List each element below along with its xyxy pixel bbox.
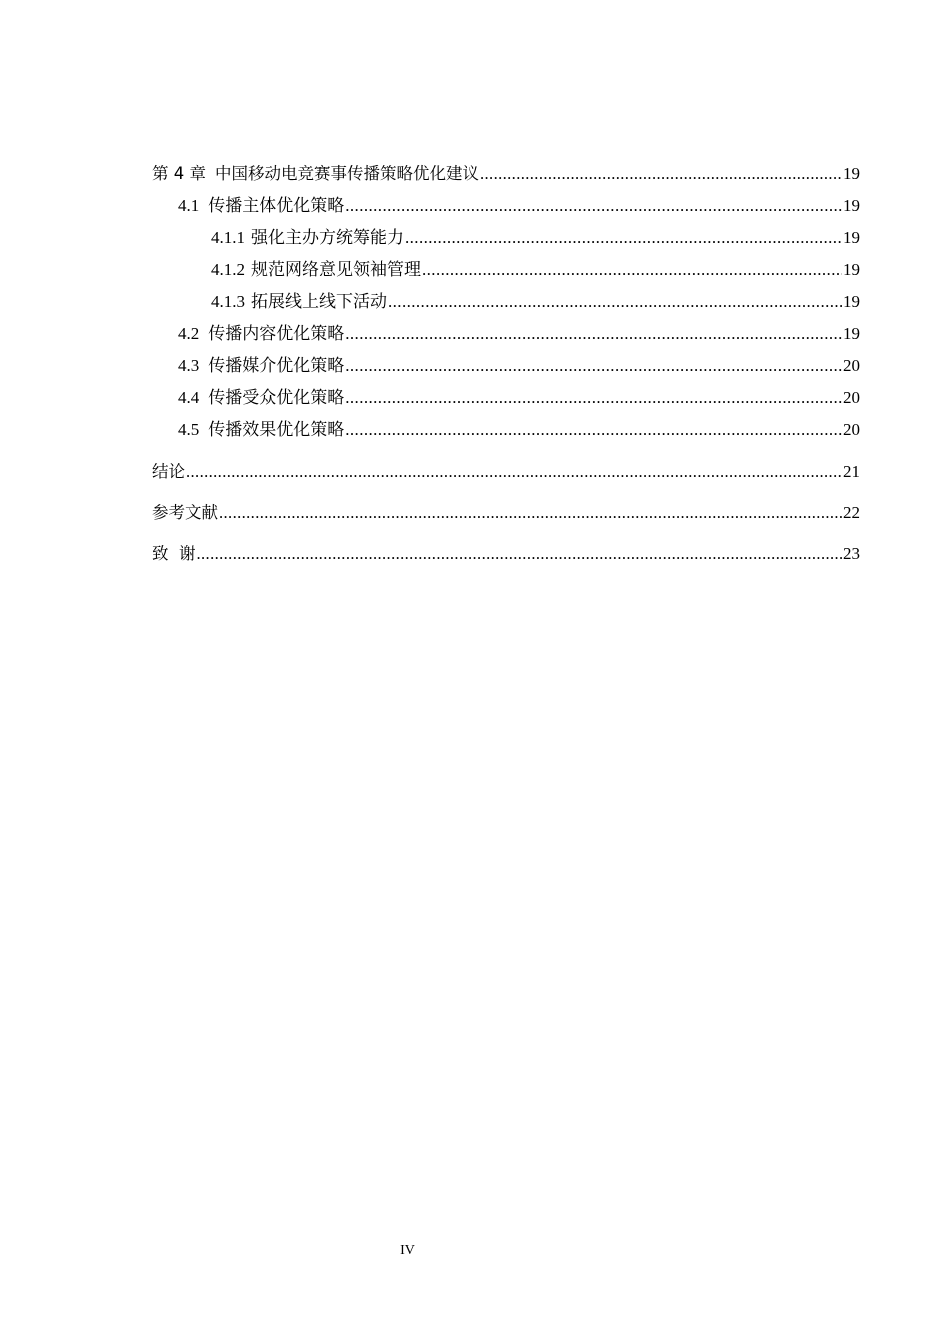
toc-entry-section-4-4[interactable] — [152, 384, 860, 416]
footer-page-number: IV — [400, 1243, 415, 1258]
toc-entry-label — [178, 416, 344, 444]
toc-page-number: 20 — [843, 388, 860, 407]
toc-dot-leader — [345, 384, 842, 412]
toc-entry-label — [178, 320, 344, 348]
table-of-contents — [152, 160, 860, 571]
toc-page-number: 21 — [843, 462, 860, 481]
toc-entry-number: 4.1.2 — [211, 260, 245, 279]
toc-dot-leader — [197, 540, 843, 568]
toc-page-number: 19 — [843, 196, 860, 215]
toc-entry-title: 传播主体优化策略 — [208, 196, 345, 215]
toc-entry-number: 4.3 — [178, 356, 200, 375]
toc-entry-number: 4.4 — [178, 388, 200, 407]
toc-entry-title: 传播效果优化策略 — [208, 420, 345, 439]
toc-entry-label — [178, 352, 344, 380]
toc-dot-leader — [345, 352, 842, 380]
toc-entry-number: 第 4 章 — [152, 164, 206, 183]
toc-entry-conclusion[interactable] — [152, 458, 860, 489]
toc-entry-section-4-1[interactable] — [152, 192, 860, 224]
toc-entry-title: 中国移动电竞赛事传播策略优化建议 — [215, 164, 479, 183]
toc-entry-label — [178, 384, 344, 412]
toc-dot-leader — [422, 256, 842, 284]
toc-entry-number: 4.5 — [178, 420, 200, 439]
toc-entry-title: 规范网络意见领袖管理 — [251, 260, 421, 279]
toc-page-number: 19 — [843, 324, 860, 343]
toc-entry-label — [178, 192, 344, 220]
toc-entry-label — [211, 288, 387, 316]
toc-entry-label — [211, 224, 404, 252]
toc-dot-leader — [345, 320, 842, 348]
toc-entry-title: 致 谢 — [152, 544, 196, 563]
toc-entry-section-4-2[interactable] — [152, 320, 860, 352]
toc-entry-title: 结论 — [152, 462, 185, 481]
toc-entry-references[interactable] — [152, 499, 860, 530]
toc-page-number: 22 — [843, 503, 860, 522]
toc-entry-number: 4.1.1 — [211, 228, 245, 247]
toc-entry-number: 4.2 — [178, 324, 200, 343]
toc-entry-section-4-3[interactable] — [152, 352, 860, 384]
toc-page-number: 23 — [843, 544, 860, 563]
toc-page-number: 19 — [843, 260, 860, 279]
toc-page-number: 19 — [843, 164, 860, 183]
toc-entry-acknowledgements[interactable] — [152, 540, 860, 571]
toc-dot-leader — [345, 192, 842, 220]
toc-entry-number: 4.1.3 — [211, 292, 245, 311]
toc-dot-leader — [219, 499, 842, 527]
toc-entry-label — [152, 160, 479, 188]
toc-entry-number: 4.1 — [178, 196, 200, 215]
toc-page-number: 19 — [843, 292, 860, 311]
toc-dot-leader — [405, 224, 842, 252]
toc-entry-title: 传播媒介优化策略 — [208, 356, 345, 375]
toc-entry-title: 强化主办方统筹能力 — [251, 228, 404, 247]
toc-page-number: 19 — [843, 228, 860, 247]
toc-entry-title: 传播受众优化策略 — [208, 388, 345, 407]
toc-entry-label — [211, 256, 421, 284]
toc-entry-section-4-5[interactable] — [152, 416, 860, 448]
toc-entry-section-4-1-1[interactable] — [152, 224, 860, 256]
toc-dot-leader — [480, 160, 842, 188]
toc-page-number: 20 — [843, 356, 860, 375]
toc-entry-title: 参考文献 — [152, 503, 218, 522]
toc-page-number: 20 — [843, 420, 860, 439]
toc-dot-leader — [345, 416, 842, 444]
toc-entry-title: 传播内容优化策略 — [208, 324, 345, 343]
toc-entry-title: 拓展线上线下活动 — [251, 292, 387, 311]
toc-dot-leader — [186, 458, 842, 486]
toc-entry-section-4-1-3[interactable] — [152, 288, 860, 320]
toc-entry-section-4-1-2[interactable] — [152, 256, 860, 288]
toc-dot-leader — [388, 288, 842, 316]
toc-entry-chapter-4[interactable] — [152, 160, 860, 192]
